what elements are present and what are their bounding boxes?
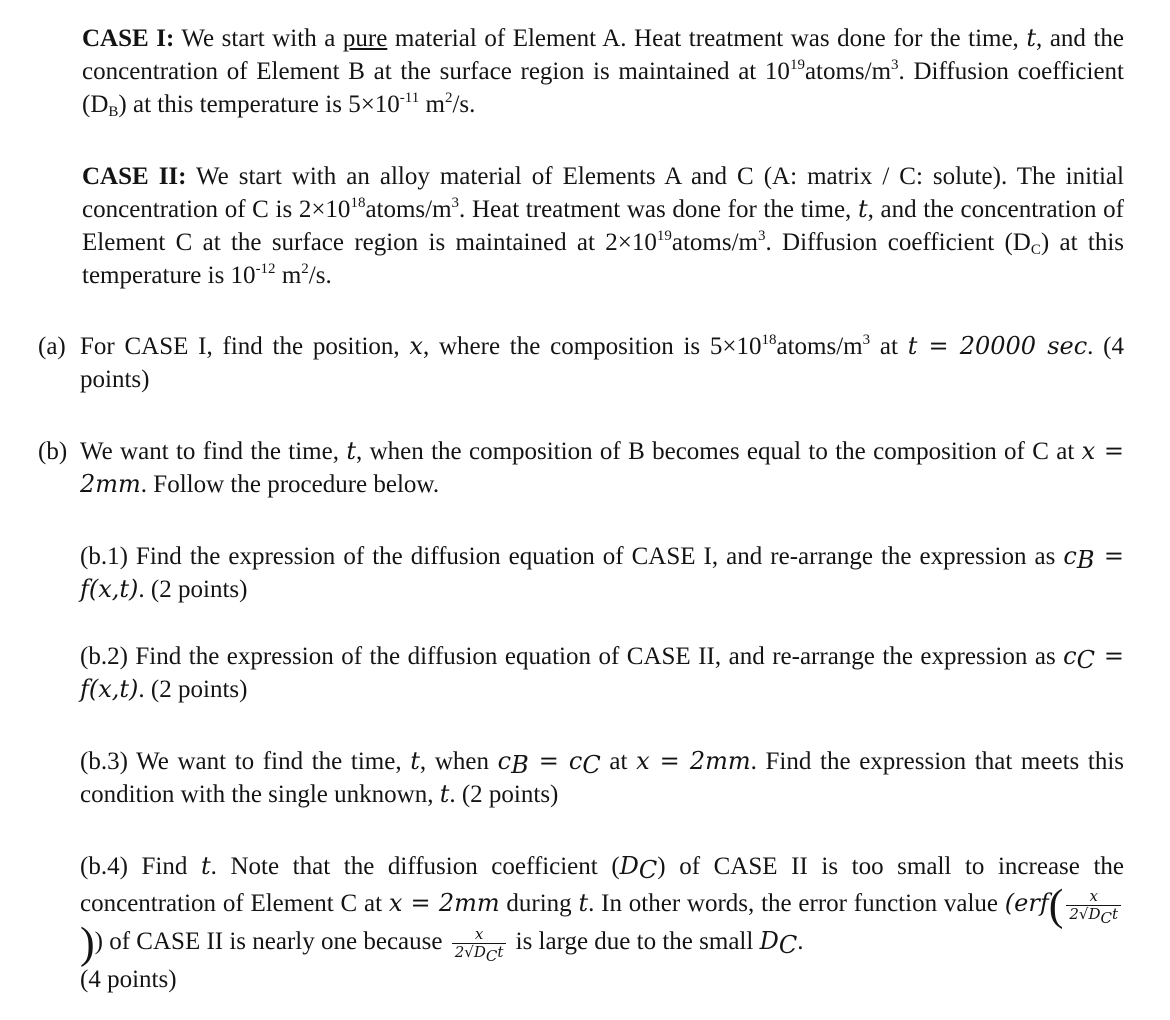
text: . (2 points): [449, 781, 559, 808]
text: , and the concentration of Element B at the surface region is maintained at 10: [82, 25, 1125, 85]
text: during: [499, 890, 572, 917]
text: ) at this temperature is 5×10: [118, 91, 400, 118]
text: ) of CASE II is nearly one because: [94, 927, 443, 955]
points-label: (4 points): [80, 965, 177, 993]
text: m: [419, 91, 445, 118]
question-a-label: (a): [38, 333, 66, 360]
text: . (2 points): [138, 576, 248, 603]
text: t: [497, 942, 504, 961]
text: at: [600, 748, 628, 775]
text: atoms/m: [365, 196, 452, 223]
math-var: t: [857, 195, 868, 223]
math-var: x: [409, 332, 423, 360]
subscript: C: [778, 930, 798, 959]
text: , when: [419, 748, 489, 775]
fraction-numerator: x: [452, 926, 507, 944]
math-expression: = f(x,t): [80, 542, 1125, 603]
superscript: 2: [301, 261, 309, 277]
superscript: -11: [399, 90, 420, 106]
case-1-label: CASE I:: [82, 25, 175, 52]
text: is large due to the small: [515, 927, 754, 955]
subscript: B: [1076, 546, 1095, 574]
text: atoms/m: [804, 58, 892, 85]
text: t: [1112, 904, 1119, 923]
subscript: C: [485, 946, 498, 965]
fraction-numerator: x: [1066, 888, 1121, 906]
math-var: t: [439, 780, 450, 808]
math-operator: =: [528, 747, 569, 775]
superscript: 3: [757, 228, 766, 244]
text: , and the concentration of Element C at the surface region is maintained at 2×10: [82, 196, 1124, 256]
math-expression: x = 2mm: [388, 889, 500, 917]
case-2-label: CASE II:: [82, 163, 187, 190]
math-var: c: [1063, 642, 1077, 670]
math-var: t: [1026, 24, 1037, 52]
superscript: -12: [255, 261, 276, 277]
text: , when the composition of B becomes equal to the composition of C at: [355, 438, 1075, 465]
question-b4: [80, 848, 1124, 998]
case-1-paragraph: [82, 22, 1124, 121]
text: (b.1) Find the expression of the diffusion equation of CASE I, and re-arrange the expression as: [80, 543, 1056, 570]
question-b: [80, 435, 1124, 501]
question-b1: [80, 540, 1124, 606]
left-paren: (: [1048, 880, 1064, 930]
text: at: [870, 333, 898, 360]
subscript: C: [582, 751, 601, 779]
superscript: 2: [444, 90, 453, 106]
subscript: C: [638, 856, 658, 884]
superscript: 18: [350, 195, 366, 211]
erf-function: (erf: [1004, 889, 1049, 917]
subscript: B: [108, 104, 119, 120]
text: We start with an alloy material of Elements A and C (A: matrix / C: solute). The initial concentration of C is 2×10: [82, 163, 1124, 223]
math-expression: x = 2mm: [80, 437, 1125, 498]
subscript: B: [511, 751, 529, 779]
fraction: [1066, 886, 1121, 927]
text: (b.3) We want to find the time,: [80, 748, 402, 775]
text: . Follow the procedure below.: [140, 471, 440, 498]
text: .: [797, 927, 804, 955]
text: . (4 points): [80, 333, 1125, 393]
subscript: C: [1030, 242, 1041, 258]
superscript: 19: [656, 228, 672, 244]
math-var: c: [1063, 542, 1077, 570]
math-expression: = f(x,t): [80, 642, 1124, 703]
text: /s.: [308, 262, 332, 289]
math-expression: x = 2mm: [636, 747, 751, 775]
superscript: 3: [862, 332, 871, 348]
fraction-denominator: [452, 942, 507, 965]
text: m: [275, 262, 302, 289]
text: /s.: [452, 91, 476, 118]
text: ) at this temperature is 10: [82, 229, 1124, 289]
math-var: c: [568, 747, 583, 775]
text: . Heat treatment was done for the time,: [459, 196, 852, 223]
text: 2√D: [1069, 904, 1101, 923]
subscript: C: [1100, 908, 1112, 927]
case-2-paragraph: [82, 160, 1124, 292]
right-paren: ): [80, 918, 95, 968]
math-var: t: [200, 852, 211, 880]
superscript: 19: [789, 57, 805, 73]
text: (b.2) Find the expression of the diffusion equation of CASE II, and re-arrange the expression as: [80, 643, 1056, 670]
math-var: t: [346, 437, 356, 465]
question-b3: [80, 745, 1124, 811]
math-var: t: [578, 889, 589, 917]
question-b-label: (b): [38, 438, 68, 465]
text: . In other words, the error function value: [588, 890, 998, 917]
text: atoms/m: [671, 229, 758, 256]
fraction-denominator: [1066, 904, 1121, 927]
text: We want to find the time,: [80, 438, 339, 465]
text: . Diffusion coefficient (D: [82, 58, 1124, 118]
math-var: D: [759, 926, 779, 955]
question-b2: [80, 640, 1124, 706]
superscript: 18: [761, 332, 777, 348]
text: ) of CASE II is too small to increase the concentration of Element C at: [80, 853, 1125, 917]
text: (b.4) Find: [80, 853, 188, 880]
text: We start with a: [181, 25, 336, 52]
text: . Find the expression that meets this condition with the single unknown,: [80, 748, 1125, 808]
text: 2√D: [454, 942, 486, 961]
underlined-word: pure: [342, 25, 388, 52]
superscript: 3: [891, 57, 899, 73]
text: . Diffusion coefficient (D: [765, 229, 1031, 256]
question-a: [80, 330, 1124, 396]
superscript: 3: [451, 195, 460, 211]
text: . (2 points): [138, 676, 248, 703]
text: . Note that the diffusion coefficient (: [210, 853, 620, 880]
fraction: [452, 924, 507, 965]
math-var: D: [619, 852, 639, 880]
math-expression: t = 20000 sec: [907, 332, 1088, 360]
math-var: c: [497, 747, 512, 775]
text: atoms/m: [776, 333, 863, 360]
text: material of Element A. Heat treatment was done for the time,: [394, 25, 1019, 52]
subscript: C: [1076, 646, 1095, 674]
text: For CASE I, find the position,: [80, 333, 400, 360]
math-var: t: [410, 747, 420, 775]
text: , where the composition is 5×10: [422, 333, 762, 360]
